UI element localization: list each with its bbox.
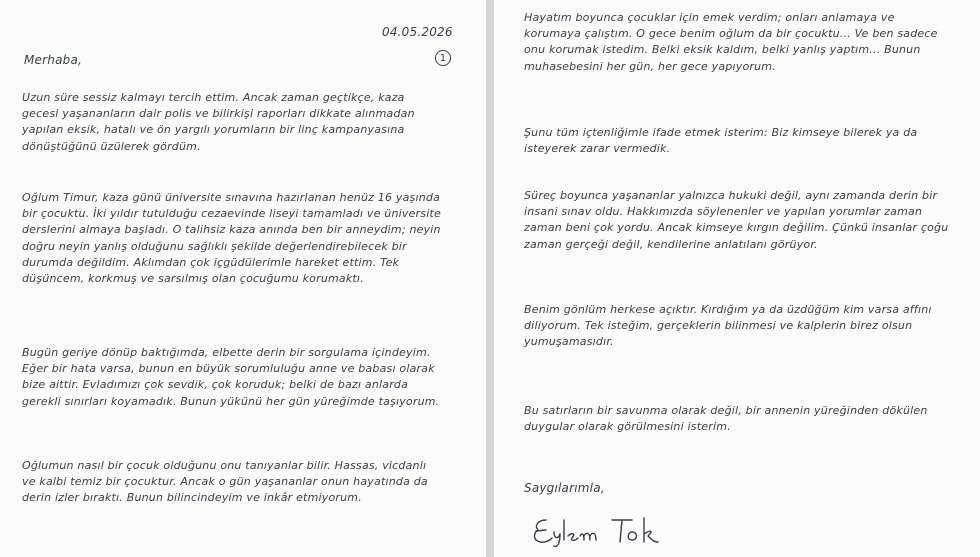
letter-date: 04.05.2026: [382, 25, 453, 39]
page-number-badge: 1: [435, 50, 451, 66]
letter-greeting: Merhaba,: [24, 53, 83, 67]
paragraph-process: Süreç boyunca yaşananlar yalnızca hukuki değil, aynı zamanda derin bir insani sınav oldu. Hakkımızda söylenenler ve yapılan yorumlar zaman zaman beni çok yordu. Ancak kimseye kırgın değilim. Çünkü insanlar çoğu zaman gerçeği değil, kendilerine anlatılanı görüyor.: [524, 189, 949, 251]
paragraph-mother-effort: Hayatım boyunca çocuklar için emek verdim; onları anlamaya ve korumaya çalıştım. O gece benim oğlum da bir çocuktu... Ve ben sadece onu korumak istedim. Belki eksik kaldım, belki yanlış yaptım... Bunun muhasebesini her gün, her gece yapıyorum.: [524, 11, 938, 73]
letter-page-1: [0, 0, 486, 557]
paragraph-no-harm: Şunu tüm içtenliğimle ifade etmek isterim: Biz kimseye bilerek ya da isteyerek zarar vermedik.: [524, 126, 918, 156]
paragraph-son-background: Oğlum Timur, kaza günü üniversite sınavına hazırlanan henüz 16 yaşında bir çocuktu. İki yıldır tutulduğu cezaevinde liseyi tamamladı ve üniversite derslerini almaya başladı. O talihsiz kaza anında ben bir anneydim; neyin doğru neyin yanlış olduğunu sağlıklı şekilde değerlendirebilecek bir durumda değildim. Aklımdan çok içgüdülerimle hareket ettim. Tek düşüncem, korkmuş ve sarsılmış olan çocuğumu korumaktı.: [22, 191, 441, 286]
handwritten-signature: [524, 512, 664, 548]
paragraph-son-character: Oğlumun nasıl bir çocuk olduğunu onu tanıyanlar bilir. Hassas, vicdanlı ve kalbi temiz bir çocuktur. Ancak o gün yaşananlar onun hayatında da derin izler bıraktı. Bunun bilincindeyim ve inkâr etmiyorum.: [22, 459, 428, 505]
paragraph-apology: Benim gönlüm herkese açıktır. Kırdığım ya da üzdüğüm kim varsa affını diliyorum. Tek isteğim, gerçeklerin bilinmesi ve kalplerin birez olsun yumuşamasıdır.: [524, 303, 932, 349]
letter-closing: Saygılarımla,: [524, 481, 605, 495]
paragraph-reflection: Bugün geriye dönüp baktığımda, elbette derin bir sorgulama içindeyim. Eğer bir hata varsa, bunun en büyük sorumluluğu anne ve babası olarak bize aittir. Evladımızı çok sevdik, çok koruduk; belki de bazı anlarda gerekli sınırları koyamadık. Bunun yükünü her gün yüreğimde taşıyorum.: [22, 346, 440, 408]
letter-page-2: [494, 0, 980, 557]
paragraph-intro: Uzun süre sessiz kalmayı tercih ettim. Ancak zaman geçtikçe, kaza gecesi yaşananların dair polis ve bilirkişi raporları dikkate alınmadan yapılan eksik, hatalı ve ön yargılı yorumların bir linç kampanyasına dönüştüğünü üzülerek gördüm.: [22, 91, 415, 153]
paragraph-closing-statement: Bu satırların bir savunma olarak değil, bir annenin yüreğinden dökülen duygular olarak görülmesini isterim.: [524, 404, 928, 434]
